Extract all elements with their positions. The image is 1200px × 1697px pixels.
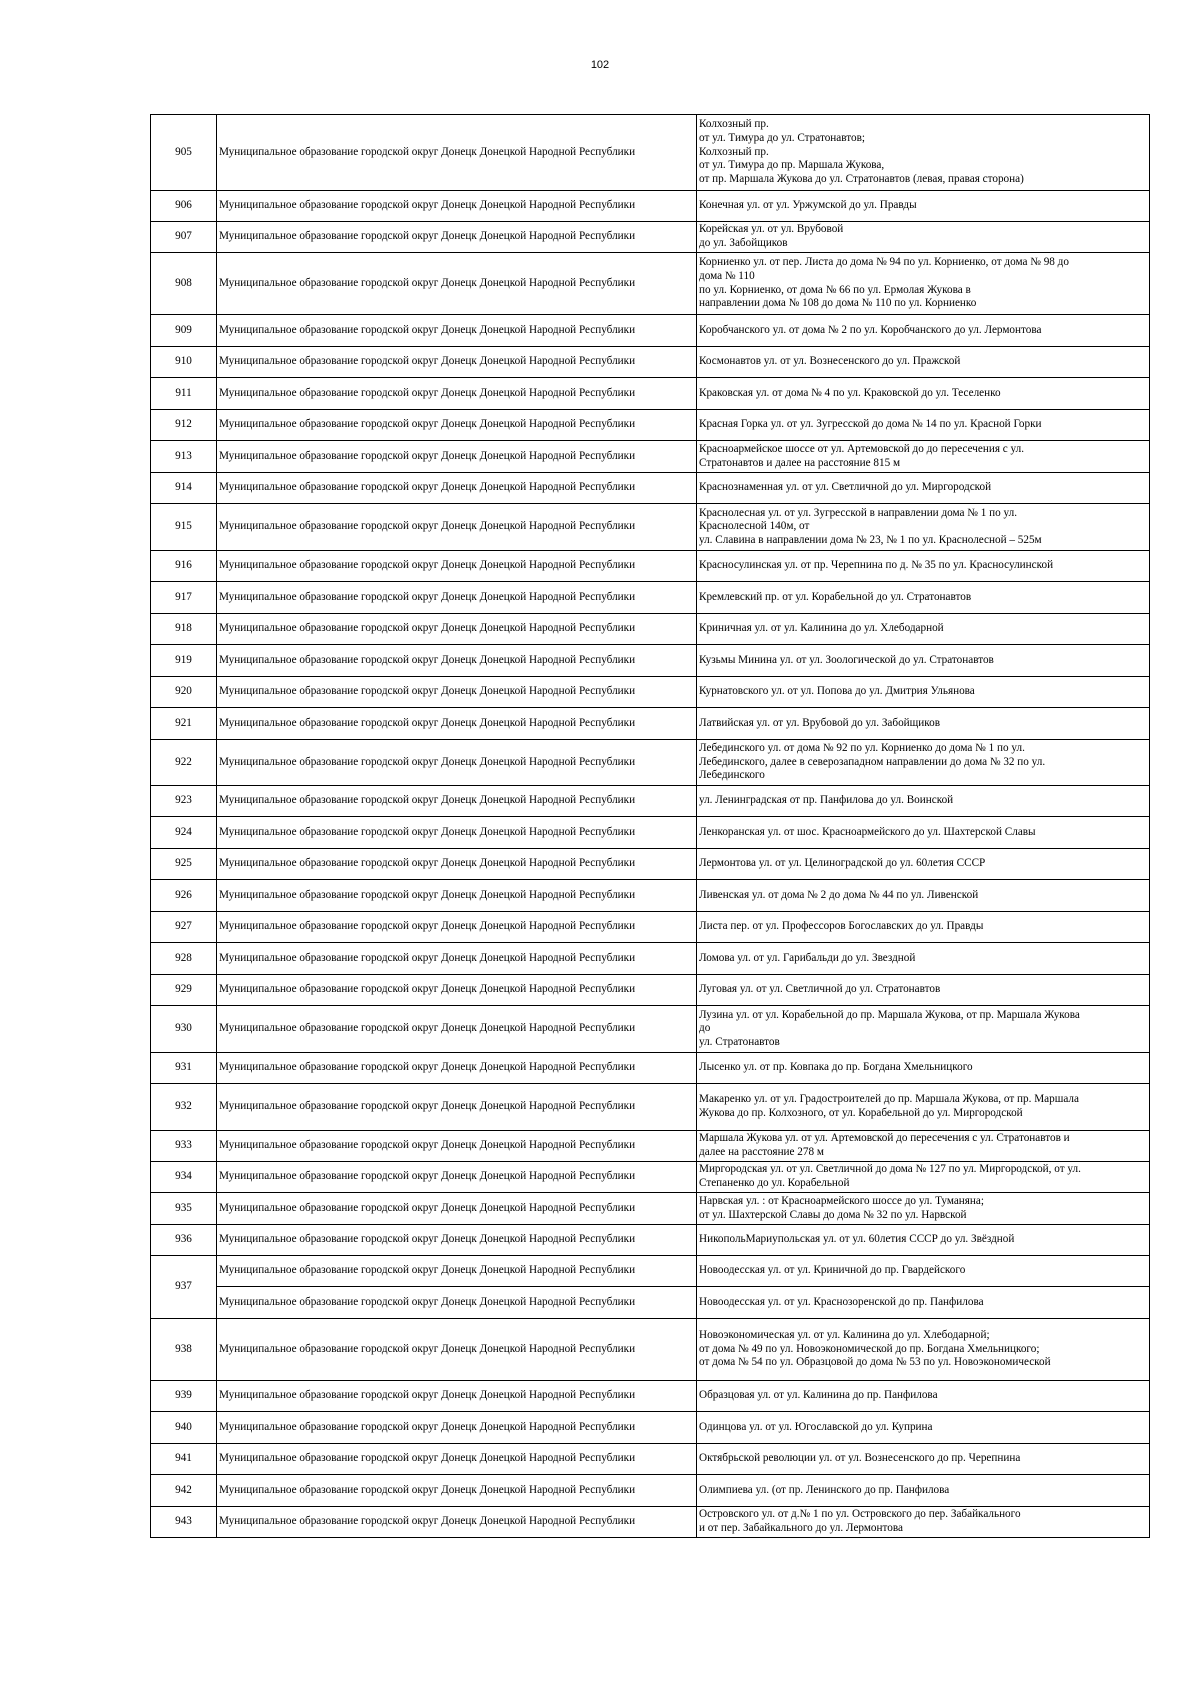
row-number: 923: [151, 786, 217, 817]
municipality-cell: Муниципальное образование городской округ Донецк Донецкой Народной Республики: [217, 1053, 697, 1084]
description-line: от ул. Шахтерской Славы до дома № 32 по ул. Нарвской: [699, 1208, 967, 1221]
street-description-cell: [697, 253, 1150, 315]
row-number: 942: [151, 1475, 217, 1507]
description-line: Новоодесская ул. от ул. Криничной до пр. Гвардейского: [699, 1264, 966, 1277]
street-description-cell: [697, 441, 1150, 473]
row-number: 915: [151, 504, 217, 551]
table-row: [151, 1084, 1150, 1131]
street-description-cell: [697, 473, 1150, 504]
row-number: 936: [151, 1225, 217, 1256]
row-number: 928: [151, 943, 217, 975]
description-line: Краснознаменная ул. от ул. Светличной до ул. Миргородской: [699, 481, 992, 494]
row-number: 909: [151, 315, 217, 347]
municipality-cell: Муниципальное образование городской округ Донецк Донецкой Народной Республики: [217, 551, 697, 582]
description-line: Степаненко до ул. Корабельной: [699, 1177, 850, 1189]
row-number: 908: [151, 253, 217, 315]
municipality-cell: Муниципальное образование городской округ Донецк Донецкой Народной Республики: [217, 1319, 697, 1381]
row-number: 907: [151, 222, 217, 253]
street-description-cell: [697, 1507, 1150, 1538]
municipality-cell: Муниципальное образование городской округ Донецк Донецкой Народной Республики: [217, 191, 697, 222]
street-description-cell: [697, 1319, 1150, 1381]
street-description-cell: [697, 504, 1150, 551]
description-line: Маршала Жукова ул. от ул. Артемовской до пересечения с ул. Стратонавтов и: [699, 1132, 1070, 1145]
municipality-cell: Муниципальное образование городской округ Донецк Донецкой Народной Республики: [217, 943, 697, 975]
row-number: 932: [151, 1084, 217, 1131]
description-line: Конечная ул. от ул. Уржумской до ул. Правды: [699, 199, 917, 212]
municipality-cell: Муниципальное образование городской округ Донецк Донецкой Народной Республики: [217, 786, 697, 817]
street-description-cell: [697, 1006, 1150, 1053]
table-row: [151, 1381, 1150, 1412]
row-number: 924: [151, 817, 217, 849]
row-number: 925: [151, 849, 217, 880]
table-row: [151, 1444, 1150, 1475]
table-row: [151, 115, 1150, 191]
description-line: от ул. Тимура до ул. Стратонавтов;: [699, 132, 865, 145]
description-line: Лысенко ул. от пр. Ковпака до пр. Богдана Хмельницкого: [699, 1061, 973, 1074]
street-description-cell: [697, 1444, 1150, 1475]
street-description-cell: [697, 347, 1150, 378]
description-line: НикопольМариупольская ул. от ул. 60летия СССР до ул. Звёздной: [699, 1233, 1015, 1246]
municipality-cell: Муниципальное образование городской округ Донецк Донецкой Народной Республики: [217, 582, 697, 614]
table-row: [151, 1162, 1150, 1193]
row-number: 937: [151, 1256, 217, 1319]
row-number: 934: [151, 1162, 217, 1193]
street-description-cell: [697, 1193, 1150, 1225]
description-line: Космонавтов ул. от ул. Вознесенского до ул. Пражской: [699, 355, 961, 368]
row-number: 906: [151, 191, 217, 222]
table-row: [151, 1507, 1150, 1538]
table-row: [151, 1131, 1150, 1162]
street-description-cell: [697, 1162, 1150, 1193]
description-line: ул. Ленинградская от пр. Панфилова до ул. Воинской: [699, 794, 954, 807]
description-line: Луговая ул. от ул. Светличной до ул. Стратонавтов: [699, 983, 941, 996]
municipality-cell: Муниципальное образование городской округ Донецк Донецкой Народной Республики: [217, 504, 697, 551]
street-description-cell: [697, 222, 1150, 253]
description-line: Октябрьской революции ул. от ул. Вознесенского до пр. Черепнина: [699, 1452, 1021, 1465]
table-row: [151, 677, 1150, 708]
street-description-cell: [697, 410, 1150, 441]
description-line: Ломова ул. от ул. Гарибальди до ул. Звездной: [699, 951, 916, 964]
description-line: от дома № 54 по ул. Образцовой до дома № 53 по ул. Новоэкономической: [699, 1356, 1051, 1369]
description-line: дома № 110: [699, 269, 755, 282]
description-line: Лебединского, далее в северозападном направлении до дома № 32 по ул.: [699, 755, 1046, 768]
row-number: 920: [151, 677, 217, 708]
description-line: Образцовая ул. от ул. Калинина до пр. Панфилова: [699, 1389, 938, 1402]
row-number: 912: [151, 410, 217, 441]
street-description-cell: [697, 1381, 1150, 1412]
description-line: ул. Славина в направлении дома № 23, № 1 по ул. Краснолесной – 525м: [699, 533, 1042, 546]
description-line: Жукова до пр. Колхозного, от ул. Корабельной до ул. Миргородской: [699, 1107, 1023, 1119]
municipality-cell: Муниципальное образование городской округ Донецк Донецкой Народной Республики: [217, 677, 697, 708]
street-description-cell: [697, 191, 1150, 222]
municipality-cell: Муниципальное образование городской округ Донецк Донецкой Народной Республики: [217, 1412, 697, 1444]
table-row: [151, 849, 1150, 880]
table-row: [151, 253, 1150, 315]
table-row: [151, 1287, 1150, 1319]
description-line: далее на расстояние 278 м: [699, 1146, 824, 1158]
description-line: и от пер. Забайкального до ул. Лермонтова: [699, 1522, 903, 1534]
table-row: [151, 378, 1150, 410]
description-line: до ул. Забойщиков: [699, 237, 788, 249]
street-registry-table: [150, 114, 1150, 1538]
table-row: [151, 410, 1150, 441]
row-number: 911: [151, 378, 217, 410]
street-description-cell: [697, 817, 1150, 849]
municipality-cell: Муниципальное образование городской округ Донецк Донецкой Народной Республики: [217, 347, 697, 378]
street-description-cell: [697, 1084, 1150, 1131]
street-description-cell: [697, 975, 1150, 1006]
street-description-cell: [697, 315, 1150, 347]
table-row: [151, 222, 1150, 253]
description-line: Кузьмы Минина ул. от ул. Зоологической до ул. Стратонавтов: [699, 653, 994, 666]
municipality-cell: Муниципальное образование городской округ Донецк Донецкой Народной Республики: [217, 912, 697, 943]
municipality-cell: Муниципальное образование городской округ Донецк Донецкой Народной Республики: [217, 1256, 697, 1287]
municipality-cell: Муниципальное образование городской округ Донецк Донецкой Народной Республики: [217, 115, 697, 191]
table-row: [151, 614, 1150, 645]
row-number: 935: [151, 1193, 217, 1225]
municipality-cell: Муниципальное образование городской округ Донецк Донецкой Народной Республики: [217, 410, 697, 441]
municipality-cell: Муниципальное образование городской округ Донецк Донецкой Народной Республики: [217, 222, 697, 253]
municipality-cell: Муниципальное образование городской округ Донецк Донецкой Народной Республики: [217, 1475, 697, 1507]
table-row: [151, 645, 1150, 677]
description-line: Листа пер. от ул. Профессоров Богославских до ул. Правды: [699, 920, 984, 933]
description-line: Краковская ул. от дома № 4 по ул. Краковской до ул. Теселенко: [699, 386, 1001, 399]
street-description-cell: [697, 943, 1150, 975]
description-line: Новоодесская ул. от ул. Краснозоренской до пр. Панфилова: [699, 1295, 984, 1308]
municipality-cell: Муниципальное образование городской округ Донецк Донецкой Народной Республики: [217, 740, 697, 786]
municipality-cell: Муниципальное образование городской округ Донецк Донецкой Народной Республики: [217, 708, 697, 740]
municipality-cell: Муниципальное образование городской округ Донецк Донецкой Народной Республики: [217, 315, 697, 347]
street-description-cell: [697, 1053, 1150, 1084]
table-row: [151, 191, 1150, 222]
table-row: [151, 975, 1150, 1006]
table-row: [151, 441, 1150, 473]
description-line: Криничная ул. от ул. Калинина до ул. Хлебодарной: [699, 622, 944, 635]
row-number: 941: [151, 1444, 217, 1475]
description-line: от пр. Маршала Жукова до ул. Стратонавтов (левая, правая сторона): [699, 172, 1024, 185]
row-number: 914: [151, 473, 217, 504]
description-line: Одинцова ул. от ул. Югославской до ул. Куприна: [699, 1420, 933, 1433]
description-line: направлении дома № 108 до дома № 110 по ул. Корниенко: [699, 297, 977, 310]
row-number: 913: [151, 441, 217, 473]
municipality-cell: Муниципальное образование городской округ Донецк Донецкой Народной Республики: [217, 1131, 697, 1162]
municipality-cell: Муниципальное образование городской округ Донецк Донецкой Народной Республики: [217, 880, 697, 912]
municipality-cell: Муниципальное образование городской округ Донецк Донецкой Народной Республики: [217, 1225, 697, 1256]
table-row: [151, 551, 1150, 582]
municipality-cell: Муниципальное образование городской округ Донецк Донецкой Народной Республики: [217, 1381, 697, 1412]
street-description-cell: [697, 849, 1150, 880]
row-number: 918: [151, 614, 217, 645]
description-line: по ул. Корниенко, от дома № 66 по ул. Ермолая Жукова в: [699, 283, 971, 296]
description-line: Курнатовского ул. от ул. Попова до ул. Дмитрия Ульянова: [699, 685, 975, 698]
street-description-cell: [697, 677, 1150, 708]
municipality-cell: Муниципальное образование городской округ Донецк Донецкой Народной Республики: [217, 1162, 697, 1193]
row-number: 939: [151, 1381, 217, 1412]
street-description-cell: [697, 786, 1150, 817]
table-body: [151, 115, 1150, 1538]
description-line: Ливенская ул. от дома № 2 до дома № 44 по ул. Ливенской: [699, 888, 979, 901]
street-description-cell: [697, 1412, 1150, 1444]
description-line: Лебединского: [699, 769, 765, 782]
description-line: Красносулинская ул. от пр. Черепнина по д. № 35 по ул. Красносулинской: [699, 559, 1054, 572]
municipality-cell: Муниципальное образование городской округ Донецк Донецкой Народной Республики: [217, 378, 697, 410]
table-row: [151, 1006, 1150, 1053]
municipality-cell: Муниципальное образование городской округ Донецк Донецкой Народной Республики: [217, 1084, 697, 1131]
street-description-cell: [697, 1131, 1150, 1162]
table-row: [151, 708, 1150, 740]
municipality-cell: Муниципальное образование городской округ Донецк Донецкой Народной Республики: [217, 817, 697, 849]
street-description-cell: [697, 1225, 1150, 1256]
row-number: 916: [151, 551, 217, 582]
row-number: 938: [151, 1319, 217, 1381]
row-number: 943: [151, 1507, 217, 1538]
street-description-cell: [697, 1475, 1150, 1507]
table-row: [151, 347, 1150, 378]
description-line: Корейская ул. от ул. Врубовой: [699, 223, 844, 236]
municipality-cell: Муниципальное образование городской округ Донецк Донецкой Народной Республики: [217, 1444, 697, 1475]
row-number: 929: [151, 975, 217, 1006]
description-line: Колхозный пр.: [699, 118, 769, 131]
street-description-cell: [697, 645, 1150, 677]
table-row: [151, 1193, 1150, 1225]
row-number: 930: [151, 1006, 217, 1053]
table-row: [151, 504, 1150, 551]
table-row: [151, 1053, 1150, 1084]
street-description-cell: [697, 1256, 1150, 1287]
municipality-cell: Муниципальное образование городской округ Донецк Донецкой Народной Республики: [217, 441, 697, 473]
description-line: Кремлевский пр. от ул. Корабельной до ул. Стратонавтов: [699, 590, 972, 603]
description-line: Стратонавтов и далее на расстояние 815 м: [699, 456, 901, 469]
municipality-cell: Муниципальное образование городской округ Донецк Донецкой Народной Республики: [217, 1006, 697, 1053]
street-description-cell: [697, 912, 1150, 943]
row-number: 905: [151, 115, 217, 191]
description-line: Колхозный пр.: [699, 145, 769, 158]
table-row: [151, 1225, 1150, 1256]
municipality-cell: Муниципальное образование городской округ Донецк Донецкой Народной Республики: [217, 614, 697, 645]
street-description-cell: [697, 880, 1150, 912]
table-row: [151, 1256, 1150, 1287]
row-number: 919: [151, 645, 217, 677]
table-row: [151, 786, 1150, 817]
row-number: 927: [151, 912, 217, 943]
description-line: Латвийская ул. от ул. Врубовой до ул. Забойщиков: [699, 716, 941, 729]
description-line: от дома № 49 по ул. Новоэкономической до пр. Богдана Хмельницкого;: [699, 1342, 1040, 1355]
street-description-cell: [697, 614, 1150, 645]
description-line: Лермонтова ул. от ул. Целиноградской до ул. 60летия СССР: [699, 857, 986, 870]
municipality-cell: Муниципальное образование городской округ Донецк Донецкой Народной Республики: [217, 1507, 697, 1538]
table-row: [151, 582, 1150, 614]
table-row: [151, 740, 1150, 786]
row-number: 921: [151, 708, 217, 740]
street-description-cell: [697, 740, 1150, 786]
table-row: [151, 1319, 1150, 1381]
description-line: Ленкоранская ул. от шос. Красноармейского до ул. Шахтерской Славы: [699, 825, 1036, 838]
table-row: [151, 912, 1150, 943]
description-line: Лебединского ул. от дома № 92 по ул. Корниенко до дома № 1 по ул.: [699, 742, 1025, 755]
municipality-cell: Муниципальное образование городской округ Донецк Донецкой Народной Республики: [217, 1193, 697, 1225]
municipality-cell: Муниципальное образование городской округ Донецк Донецкой Народной Республики: [217, 645, 697, 677]
municipality-cell: Муниципальное образование городской округ Донецк Донецкой Народной Республики: [217, 975, 697, 1006]
description-line: Красноармейское шоссе от ул. Артемовской до до пересечения с ул.: [699, 442, 1025, 455]
street-description-cell: [697, 378, 1150, 410]
row-number: 922: [151, 740, 217, 786]
page-number: 102: [590, 59, 610, 71]
description-line: Лузина ул. от ул. Корабельной до пр. Маршала Жукова, от пр. Маршала Жукова: [699, 1008, 1080, 1021]
table-row: [151, 880, 1150, 912]
street-description-cell: [697, 551, 1150, 582]
street-description-cell: [697, 708, 1150, 740]
description-line: Новоэкономическая ул. от ул. Калинина до ул. Хлебодарной;: [699, 1329, 990, 1342]
table-row: [151, 473, 1150, 504]
municipality-cell: Муниципальное образование городской округ Донецк Донецкой Народной Республики: [217, 849, 697, 880]
table-row: [151, 943, 1150, 975]
description-line: Островского ул. от д.№ 1 по ул. Островского до пер. Забайкального: [699, 1508, 1021, 1521]
row-number: 933: [151, 1131, 217, 1162]
row-number: 940: [151, 1412, 217, 1444]
description-line: Нарвская ул. : от Красноармейского шоссе до ул. Туманяна;: [699, 1194, 984, 1207]
street-description-cell: [697, 582, 1150, 614]
description-line: Макаренко ул. от ул. Градостроителей до пр. Маршала Жукова, от пр. Маршала: [699, 1093, 1079, 1106]
street-description-cell: [697, 1287, 1150, 1319]
row-number: 931: [151, 1053, 217, 1084]
description-line: Краснолесной 140м, от: [699, 520, 810, 533]
table-row: [151, 1412, 1150, 1444]
description-line: Корниенко ул. от пер. Листа до дома № 94 по ул. Корниенко, от дома № 98 до: [699, 256, 1069, 269]
municipality-cell: Муниципальное образование городской округ Донецк Донецкой Народной Республики: [217, 253, 697, 315]
description-line: от ул. Тимура до пр. Маршала Жукова,: [699, 159, 885, 172]
description-line: ул. Стратонавтов: [699, 1035, 780, 1048]
street-description-cell: [697, 115, 1150, 191]
description-line: Краснолесная ул. от ул. Зугресской в направлении дома № 1 по ул.: [699, 506, 1018, 519]
description-line: Коробчанского ул. от дома № 2 по ул. Коробчанского до ул. Лермонтова: [699, 323, 1042, 336]
table-row: [151, 315, 1150, 347]
description-line: Миргородская ул. от ул. Светличной до дома № 127 по ул. Миргородской, от ул.: [699, 1163, 1081, 1176]
table-row: [151, 817, 1150, 849]
row-number: 917: [151, 582, 217, 614]
row-number: 926: [151, 880, 217, 912]
description-line: Красная Горка ул. от ул. Зугресской до дома № 14 по ул. Красной Горки: [699, 418, 1042, 431]
municipality-cell: Муниципальное образование городской округ Донецк Донецкой Народной Республики: [217, 473, 697, 504]
description-line: до: [699, 1022, 711, 1035]
table-row: [151, 1475, 1150, 1507]
municipality-cell: Муниципальное образование городской округ Донецк Донецкой Народной Республики: [217, 1287, 697, 1319]
description-line: Олимпиева ул. (от пр. Ленинского до пр. Панфилова: [699, 1483, 950, 1496]
row-number: 910: [151, 347, 217, 378]
